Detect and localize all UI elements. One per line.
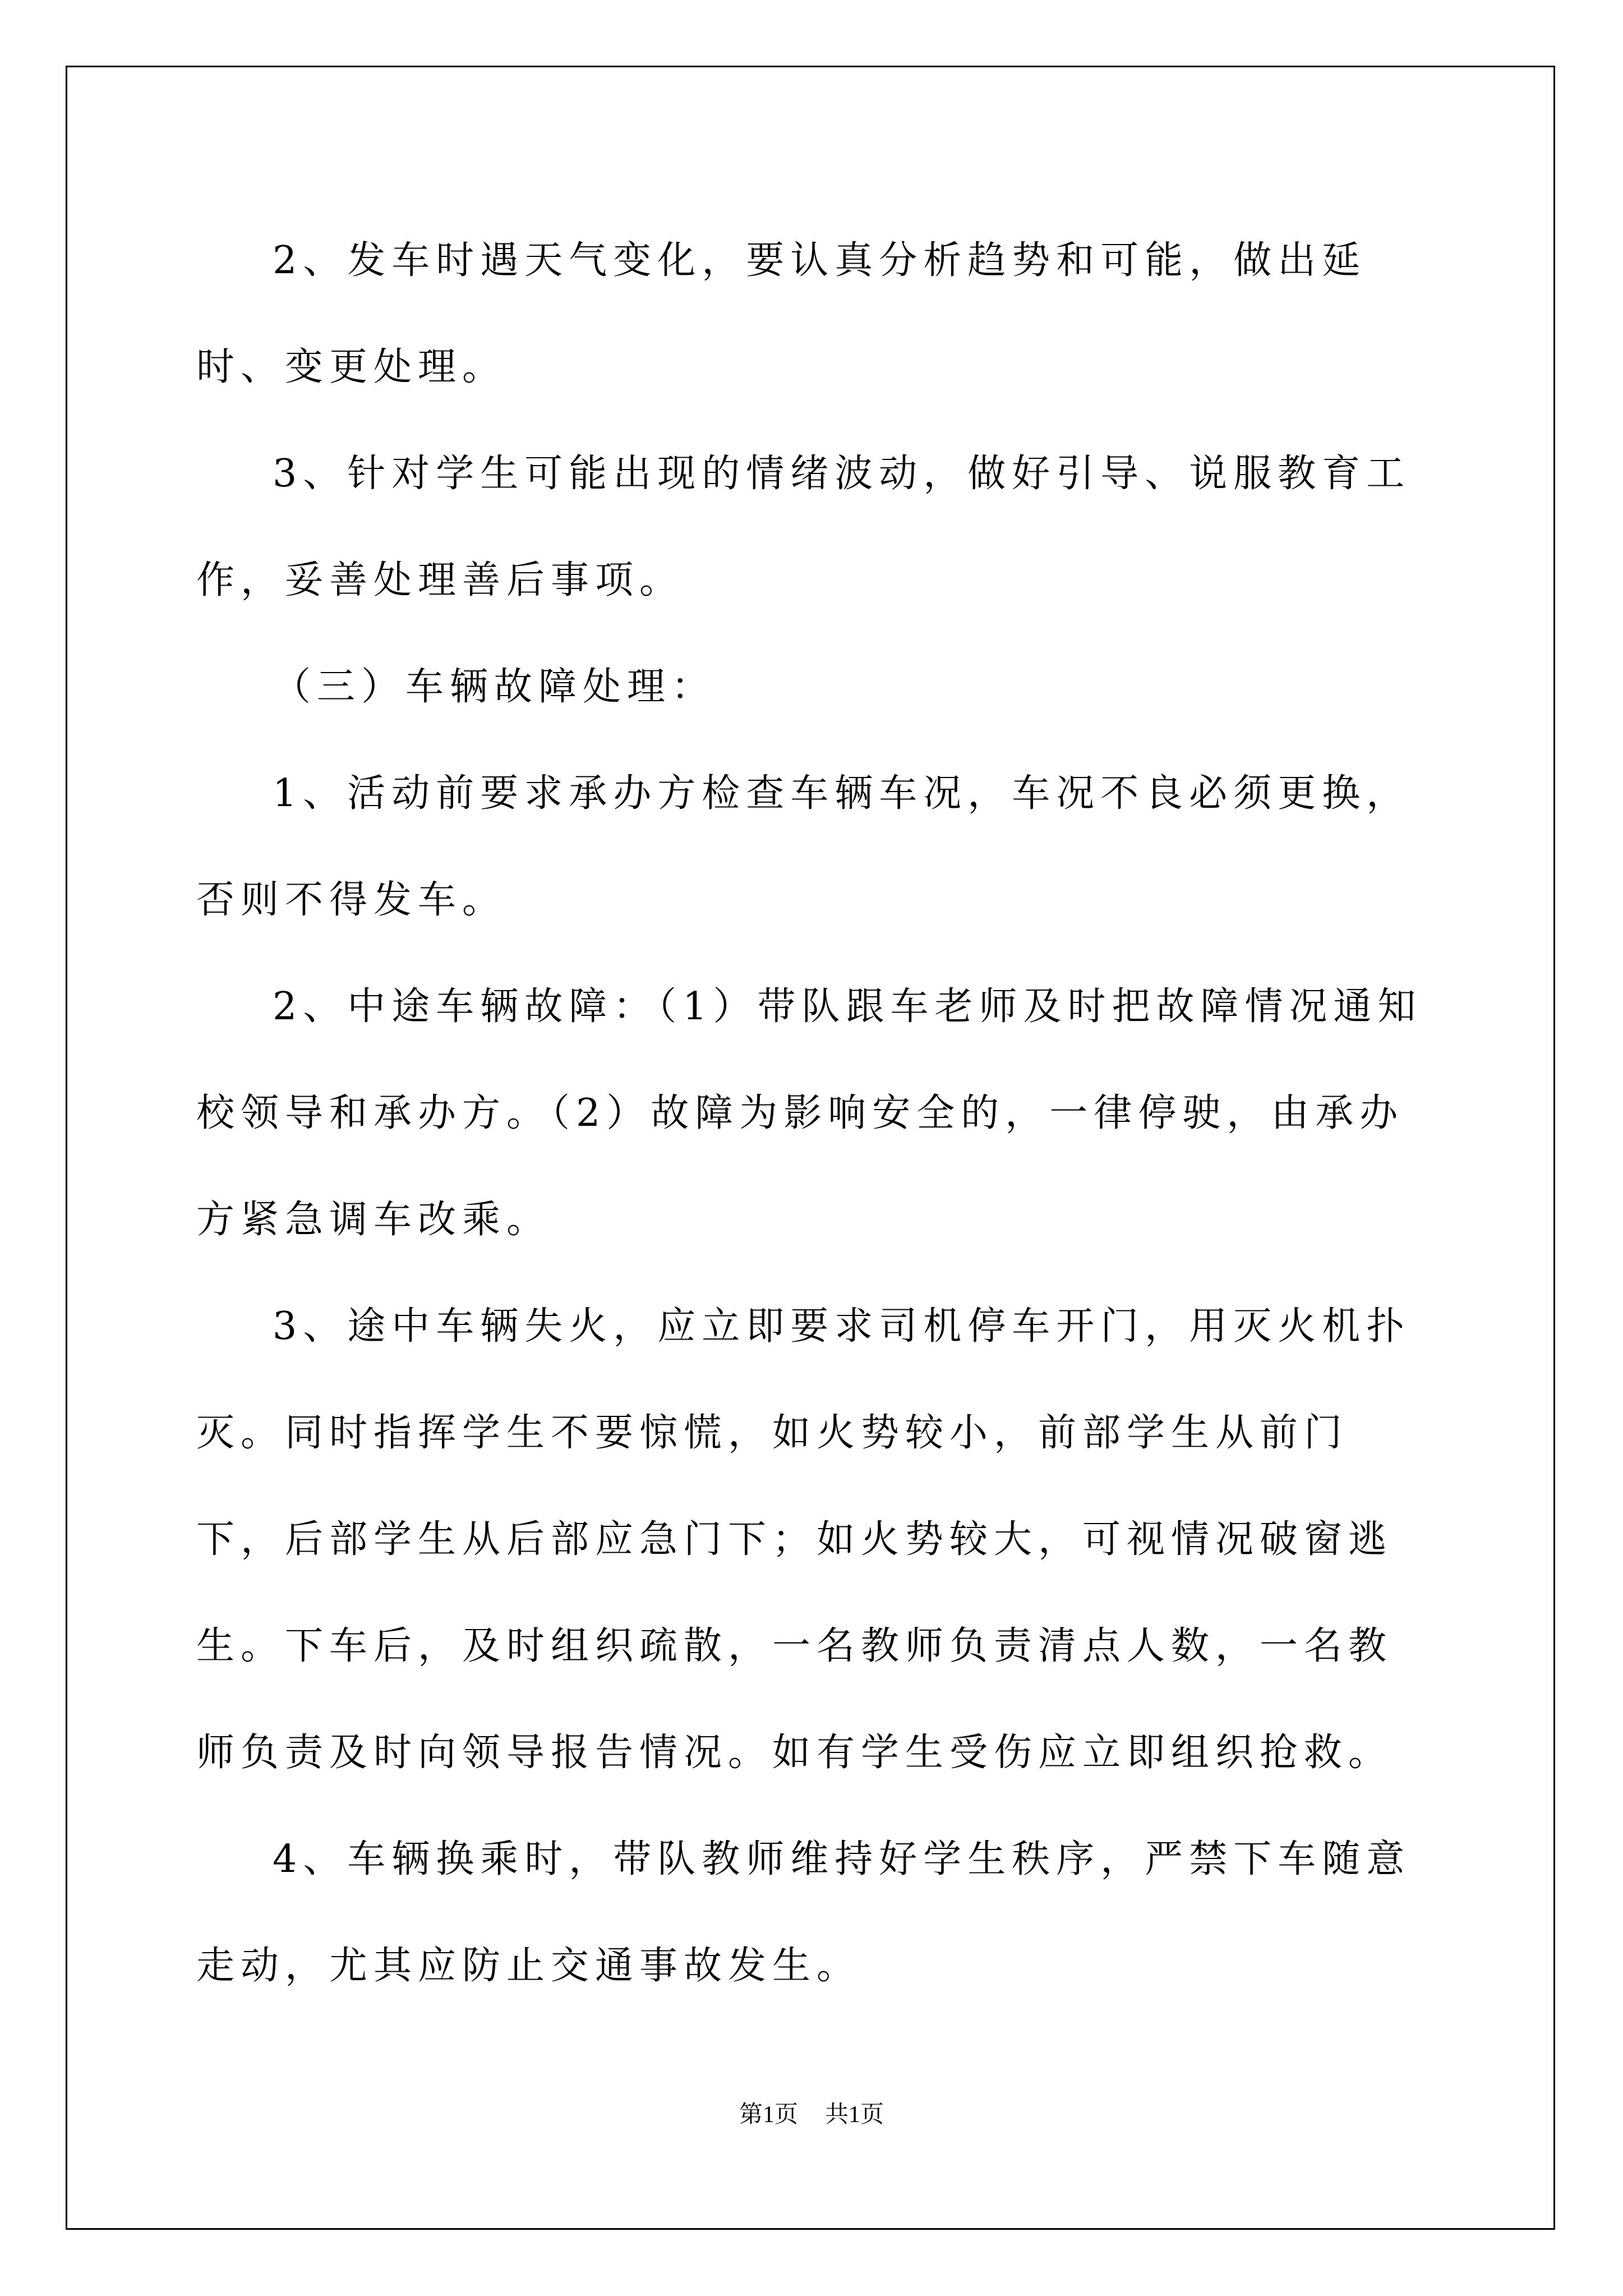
page-footer [0, 2098, 1623, 2132]
paragraph-vehicle-fire: 3、途中车辆失火，应立即要求司机停车开门，用灭火机扑灭。同时指挥学生不要惊慌，如火势较小，前部学生从前门下，后部学生从后部应急门下；如火势较大，可视情况破窗逃生。下车后，及时组织疏散，一名教师负责清点人数，一名教师负责及时向领导报告情况。如有学生受伤应立即组织抢救。 [196, 1304, 1411, 1775]
paragraph-departure-weather: 2、发车时遇天气变化，要认真分析趋势和可能，做出延时、变更处理。 [196, 238, 1367, 389]
paragraph-vehicle-check: 1、活动前要求承办方检查车辆车况，车况不良必须更换，否则不得发车。 [196, 771, 1411, 922]
page-number: 第1页 [739, 2102, 798, 2128]
page-total: 共1页 [825, 2102, 884, 2128]
paragraph-midway-fault: 2、中途车辆故障：（1）带队跟车老师及时把故障情况通知校领导和承办方。（2）故障为影响安全的，一律停驶，由承办方紧急调车改乘。 [196, 984, 1422, 1242]
paragraph-student-emotions: 3、针对学生可能出现的情绪波动，做好引导、说服教育工作，妥善处理善后事项。 [196, 452, 1411, 602]
document-body [196, 208, 1430, 2019]
section-heading-vehicle-fault: （三）车辆故障处理： [273, 665, 716, 709]
paragraph-vehicle-transfer: 4、车辆换乘时，带队教师维持好学生秩序，严禁下车随意走动，尤其应防止交通事故发生。 [196, 1837, 1411, 1988]
